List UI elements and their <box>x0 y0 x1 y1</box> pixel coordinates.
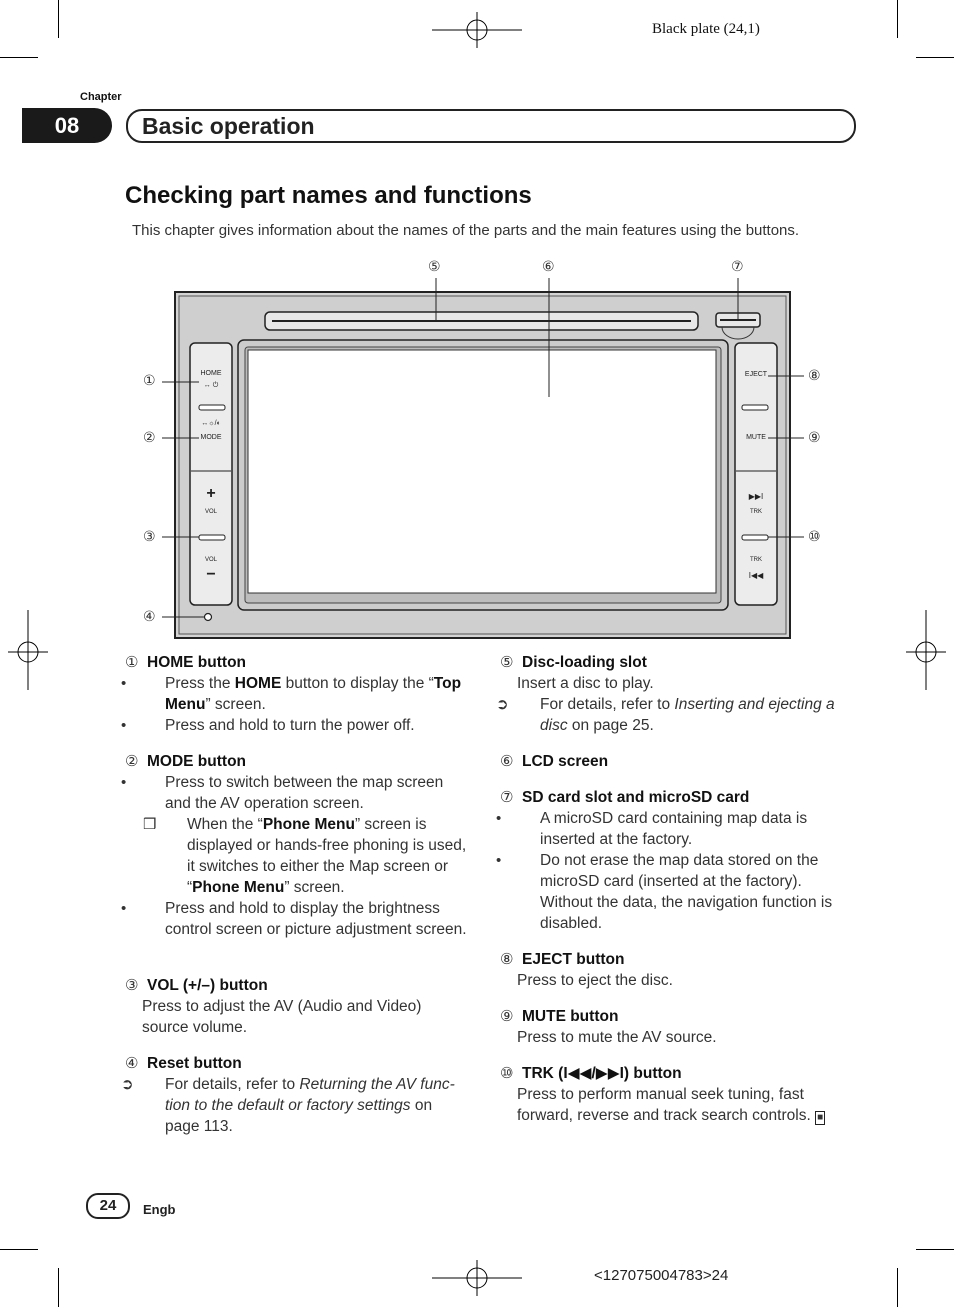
prev-track-icon[interactable]: I◀◀ <box>748 571 764 580</box>
chapter-title: Basic operation <box>126 109 856 143</box>
bullet: • Press and hold to turn the power off. <box>121 717 415 734</box>
description: Press to adjust the AV (Audio and Video) source volume. <box>142 998 422 1036</box>
item-disc-slot <box>496 652 845 736</box>
item-title: Reset button <box>147 1055 242 1072</box>
callout-8: ⑧ <box>808 367 821 383</box>
crop-mark <box>916 1249 954 1250</box>
item-number: ⑤ <box>500 654 514 671</box>
next-track-icon[interactable]: ▶▶I <box>748 492 764 501</box>
page-number: 24 <box>86 1193 130 1219</box>
item-eject <box>500 949 845 991</box>
item-reset <box>121 1053 470 1137</box>
callout-10: ⑩ <box>808 528 821 544</box>
chapter-number: 08 <box>22 108 112 143</box>
mute-button[interactable]: MUTE <box>746 434 766 441</box>
bullet: • A microSD card containing map data is inserted at the factory. <box>496 810 808 848</box>
vol-label: VOL <box>204 509 217 515</box>
item-number: ⑨ <box>500 1008 514 1025</box>
crop-mark <box>58 1268 59 1307</box>
trk-label: TRK <box>750 557 762 563</box>
crop-mark <box>0 1249 38 1250</box>
callout-2: ② <box>143 429 156 445</box>
description: Press to perform manual seek tuning, fast forward, reverse and track search controls. ■ <box>517 1086 824 1124</box>
item-number: ⑦ <box>500 789 514 806</box>
callout-5: ⑤ <box>428 258 441 274</box>
item-title: VOL (+/–) button <box>147 977 268 994</box>
item-title: MUTE button <box>522 1008 619 1025</box>
callout-3: ③ <box>143 528 156 544</box>
item-number: ⑥ <box>500 753 514 770</box>
section-title: Checking part names and functions <box>125 182 532 209</box>
item-lcd <box>500 751 845 772</box>
power-icon: ↔ ⏻ <box>203 382 219 389</box>
item-number: ④ <box>125 1055 139 1072</box>
bullet: • Do not erase the map data stored on the microSD card (inserted at the factory). Without the data, the navigation function is disabled. <box>496 852 833 932</box>
bullet: • Press to switch between the map screen and the AV operation screen. <box>121 774 444 812</box>
callout-4: ④ <box>143 608 156 624</box>
home-button[interactable]: HOME <box>200 370 222 377</box>
reference-link[interactable]: Returning the AV function to the default or factory settings <box>165 1076 455 1114</box>
brightness-icon: ↔☼/◐ <box>201 420 221 427</box>
callout-6: ⑥ <box>542 258 555 274</box>
item-home <box>121 652 470 736</box>
vol-label: VOL <box>204 557 217 563</box>
description: Press to eject the disc. <box>517 972 673 989</box>
description: Press to mute the AV source. <box>517 1029 717 1046</box>
mode-button[interactable]: MODE <box>200 434 222 441</box>
document-code: <127075004783>24 <box>594 1267 729 1284</box>
item-title: MODE button <box>147 753 247 770</box>
item-number: ③ <box>125 977 139 994</box>
item-title: Disc-loading slot <box>522 654 647 671</box>
note: ❒ When the “Phone Menu” screen is displayed or hands-free phoning is used, it switches to either the Map screen or “Phone Menu” screen. <box>143 816 467 896</box>
eject-button[interactable]: EJECT <box>744 371 768 378</box>
item-number: ⑧ <box>500 951 514 968</box>
vol-minus-button[interactable]: − <box>206 566 216 583</box>
callout-1: ① <box>143 372 156 388</box>
item-sd-card <box>496 787 845 934</box>
item-title: HOME button <box>147 654 247 671</box>
item-mode <box>121 751 470 940</box>
language-code: Engb <box>143 1202 176 1217</box>
section-intro: This chapter gives information about the names of the parts and the main features using the buttons. <box>132 222 800 239</box>
item-number: ① <box>125 654 139 671</box>
left-column <box>121 652 470 1152</box>
right-column <box>496 652 845 1152</box>
end-mark-icon: ■ <box>817 1112 824 1123</box>
bullet: • Press the HOME button to display the “Top Menu” screen. <box>121 675 462 713</box>
item-title: SD card slot and microSD card <box>522 789 750 806</box>
chapter-label: Chapter <box>80 91 122 103</box>
callout-7: ⑦ <box>731 258 744 274</box>
bullet: • Press and hold to display the brightness control screen or picture adjustment screen. <box>121 900 467 938</box>
registration-mark <box>430 1258 524 1298</box>
item-mute <box>500 1006 845 1048</box>
item-number: ② <box>125 753 139 770</box>
plate-label: Black plate (24,1) <box>652 21 760 37</box>
vol-plus-button[interactable]: + <box>206 485 216 502</box>
callout-9: ⑨ <box>808 429 821 445</box>
item-title: LCD screen <box>522 753 609 770</box>
item-title: EJECT button <box>522 951 625 968</box>
reference: ➲ For details, refer to Inserting and ejecting a disc on page 25. <box>496 696 835 734</box>
reference: ➲ For details, refer to Returning the AV function to the default or factory settings on page 113. <box>121 1076 455 1135</box>
item-number: ⑩ <box>500 1065 514 1082</box>
item-title: TRK (I◀◀/▶▶I) button <box>522 1065 682 1082</box>
item-vol <box>125 975 470 1038</box>
item-trk <box>500 1063 845 1126</box>
crop-mark <box>897 1268 898 1307</box>
trk-label: TRK <box>750 509 762 515</box>
reference-link[interactable]: Inserting and ejecting a disc <box>540 696 835 734</box>
description: Insert a disc to play. <box>517 675 654 692</box>
